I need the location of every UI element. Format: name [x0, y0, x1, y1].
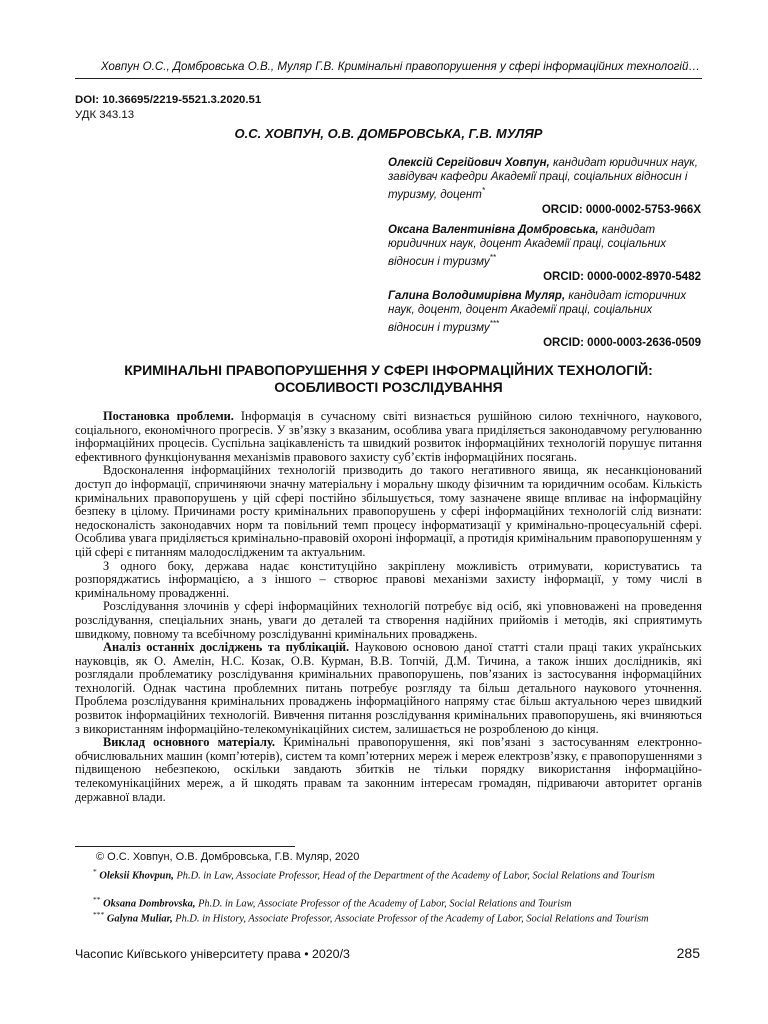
authors-line: О.С. ХОВПУН, О.В. ДОМБРОВСЬКА, Г.В. МУЛЯР	[234, 126, 543, 141]
udk-code: УДК 343.13	[75, 109, 135, 121]
doi: DOI: 10.36695/2219-5521.3.2020.51	[75, 94, 262, 106]
section-lead: Аналіз останніх досліджень та публікацій.	[103, 640, 350, 655]
paragraph-text: Інформація в сучасному світі визнається рушійною силою технічного, наукового, соціального, економічного прогресів. У зв’язку з вказаним, особлива увага приділяється законодавчому регулюванню інформаційних процесів. Суспільна зацікавленість та швидкий розвиток інформаційних технологій порушує питання ефективного функціонування механізмів правового захисту суб’єктів інформаційних посягань.	[75, 409, 702, 464]
footnote-rule	[75, 846, 295, 847]
header-rule	[75, 78, 702, 79]
article-body	[75, 410, 702, 804]
title-line: ОСОБЛИВОСТІ РОЗСЛІДУВАННЯ	[274, 379, 503, 395]
orcid: ORCID: 0000-0003-2636-0509	[543, 336, 701, 349]
footnote	[75, 909, 702, 925]
copyright-line: © О.С. Ховпун, О.В. Домбровська, Г.В. Муляр, 2020	[96, 851, 360, 863]
footnote-mark: ***	[93, 910, 105, 919]
author-description: кандидат юридичних наук, завідувач кафедри Академії праці, соціальних відносин і туризму, доцент	[388, 157, 698, 202]
paragraph: З одного боку, держава надає конституційно закріплену можливість отримувати, користуватись та розпоряджатись інформацією, а з іншого – створює правові механізми захисту інформації, у тому числі в кримінальному провадженні.	[75, 558, 702, 600]
footnote-mark: *	[481, 186, 485, 196]
footnote-name: Galyna Muliar,	[106, 913, 173, 925]
paragraph: Вдосконалення інформаційних технологій призводить до такого негативного явища, як несанкціонований доступ до інформації, спричиняючи значну матеріальну і моральну шкоду фізичним та юридичним особам. Кількість кримінальних правопорушень у цій сфері постійно збільшується, тому зазначене явище впливає на інформаційну безпеку в цілому. Причинами росту кримінальних правопорушень у сфері інформаційних технологій слід визнати: недосконалість законодавчих норм та повільний темп процесу інформатизації у кримінально-процесуальній сфері. Особлива увага приділяється кримінально-правовій охороні інформації, а протидія кримінальним правопорушенням у цій сфері є питанням малодослідженим та актуальним.	[75, 463, 702, 559]
paragraph	[75, 736, 702, 804]
footnote	[75, 894, 702, 910]
footnote-text: Ph.D. in Law, Associate Professor, Head of the Department of the Academy of Labor, Social Relations and Tourism	[173, 870, 655, 882]
section-lead: Постановка проблеми.	[103, 409, 234, 423]
footnote-name: Oleksii Khovpun,	[99, 870, 174, 882]
paragraph-text: Кримінальні правопорушення, які пов’язані з застосуванням електронно-обчислювальних машин (комп’ютерів), систем та комп’ютерних мереж і мереж електрозв’язку, є правопорушеннями з підвищеною небезпекою, оскільки завдають збитків не тільки порядку використання інформаційно-телекомунікаційних мереж, а й шкодять правам та законним інтересам громадян, підриваючи авторитет органів державної влади.	[75, 735, 702, 804]
author-block	[388, 224, 701, 284]
orcid: ORCID: 0000-0002-5753-966X	[541, 203, 701, 216]
footnote-mark: *	[93, 867, 97, 876]
article-title	[75, 362, 702, 396]
paragraph	[75, 410, 702, 464]
journal-footer: Часопис Київського університету права • 2020/3	[75, 947, 350, 961]
author-name: Олексій Сергійович Ховпун,	[388, 157, 550, 169]
footnote-text: Ph.D. in Law, Associate Professor of the Academy of Labor, Social Relations and Tourism	[195, 898, 572, 910]
page-number: 285	[676, 945, 700, 961]
footnote	[75, 866, 702, 882]
section-lead: Виклад основного матеріалу.	[103, 735, 276, 750]
paragraph-text: Науковою основою даної статті стали праці таких українських науковців, як О. Амелін, Н.С. Козак, О.В. Курман, В.В. Топчій, Д.М. Тичина, а також інших дослідників, які розглядали проблематику розслідування кримінальних правопорушень, пов’язаних із застосування інформаційних технологій. Однак частина проблемних питань потребує розгляду та більш детального наукового уточнення. Проблема розслідування кримінальних проваджень інформаційного напряму стає більш актуальною через швидкий розвиток інформаційних технологій. Вивчення питання розслідування кримінальних правопорушень, які вчиняються з використанням інформаційно-телекомунікаційних систем, залишається не розробленою до кінця.	[75, 640, 703, 736]
footnote-mark: **	[489, 253, 496, 263]
author-description: кандидат історичних наук, доцент, доцент Академії праці, соціальних відносин і туризму	[388, 290, 687, 335]
footnote-name: Oksana Dombrovska,	[103, 898, 196, 910]
author-description: кандидат юридичних наук, доцент Академії праці, соціальних відносин і туризму	[388, 224, 667, 269]
paragraph: Розслідування злочинів у сфері інформаційних технологій потребує від осіб, які уповноважені на проведення розслідування, спеціальних знань, уваги до деталей та створення надійних прийомів і методів, які сприятимуть швидкому, повному та всебічному розслідуванні кримінальних проваджень.	[75, 599, 702, 641]
footnote-text: Ph.D. in History, Associate Professor, Associate Professor of the Academy of Labor, Social Relations and Tourism	[172, 913, 649, 925]
paragraph	[75, 641, 702, 736]
author-name: Галина Володимирівна Муляр,	[388, 290, 566, 302]
orcid: ORCID: 0000-0002-8970-5482	[543, 270, 701, 283]
author-block	[388, 290, 701, 350]
author-block	[388, 157, 701, 217]
footnote-mark: **	[93, 895, 101, 904]
running-head: Ховпун О.С., Домбровська О.В., Муляр Г.В. Кримінальні правопорушення у сфері інформаційних технологій…	[100, 60, 700, 73]
author-name: Оксана Валентинівна Домбровська,	[388, 224, 599, 236]
title-line: КРИМІНАЛЬНІ ПРАВОПОРУШЕННЯ У СФЕРІ ІНФОРМАЦІЙНИХ ТЕХНОЛОГІЙ:	[124, 362, 653, 378]
footnote-mark: ***	[489, 319, 499, 329]
